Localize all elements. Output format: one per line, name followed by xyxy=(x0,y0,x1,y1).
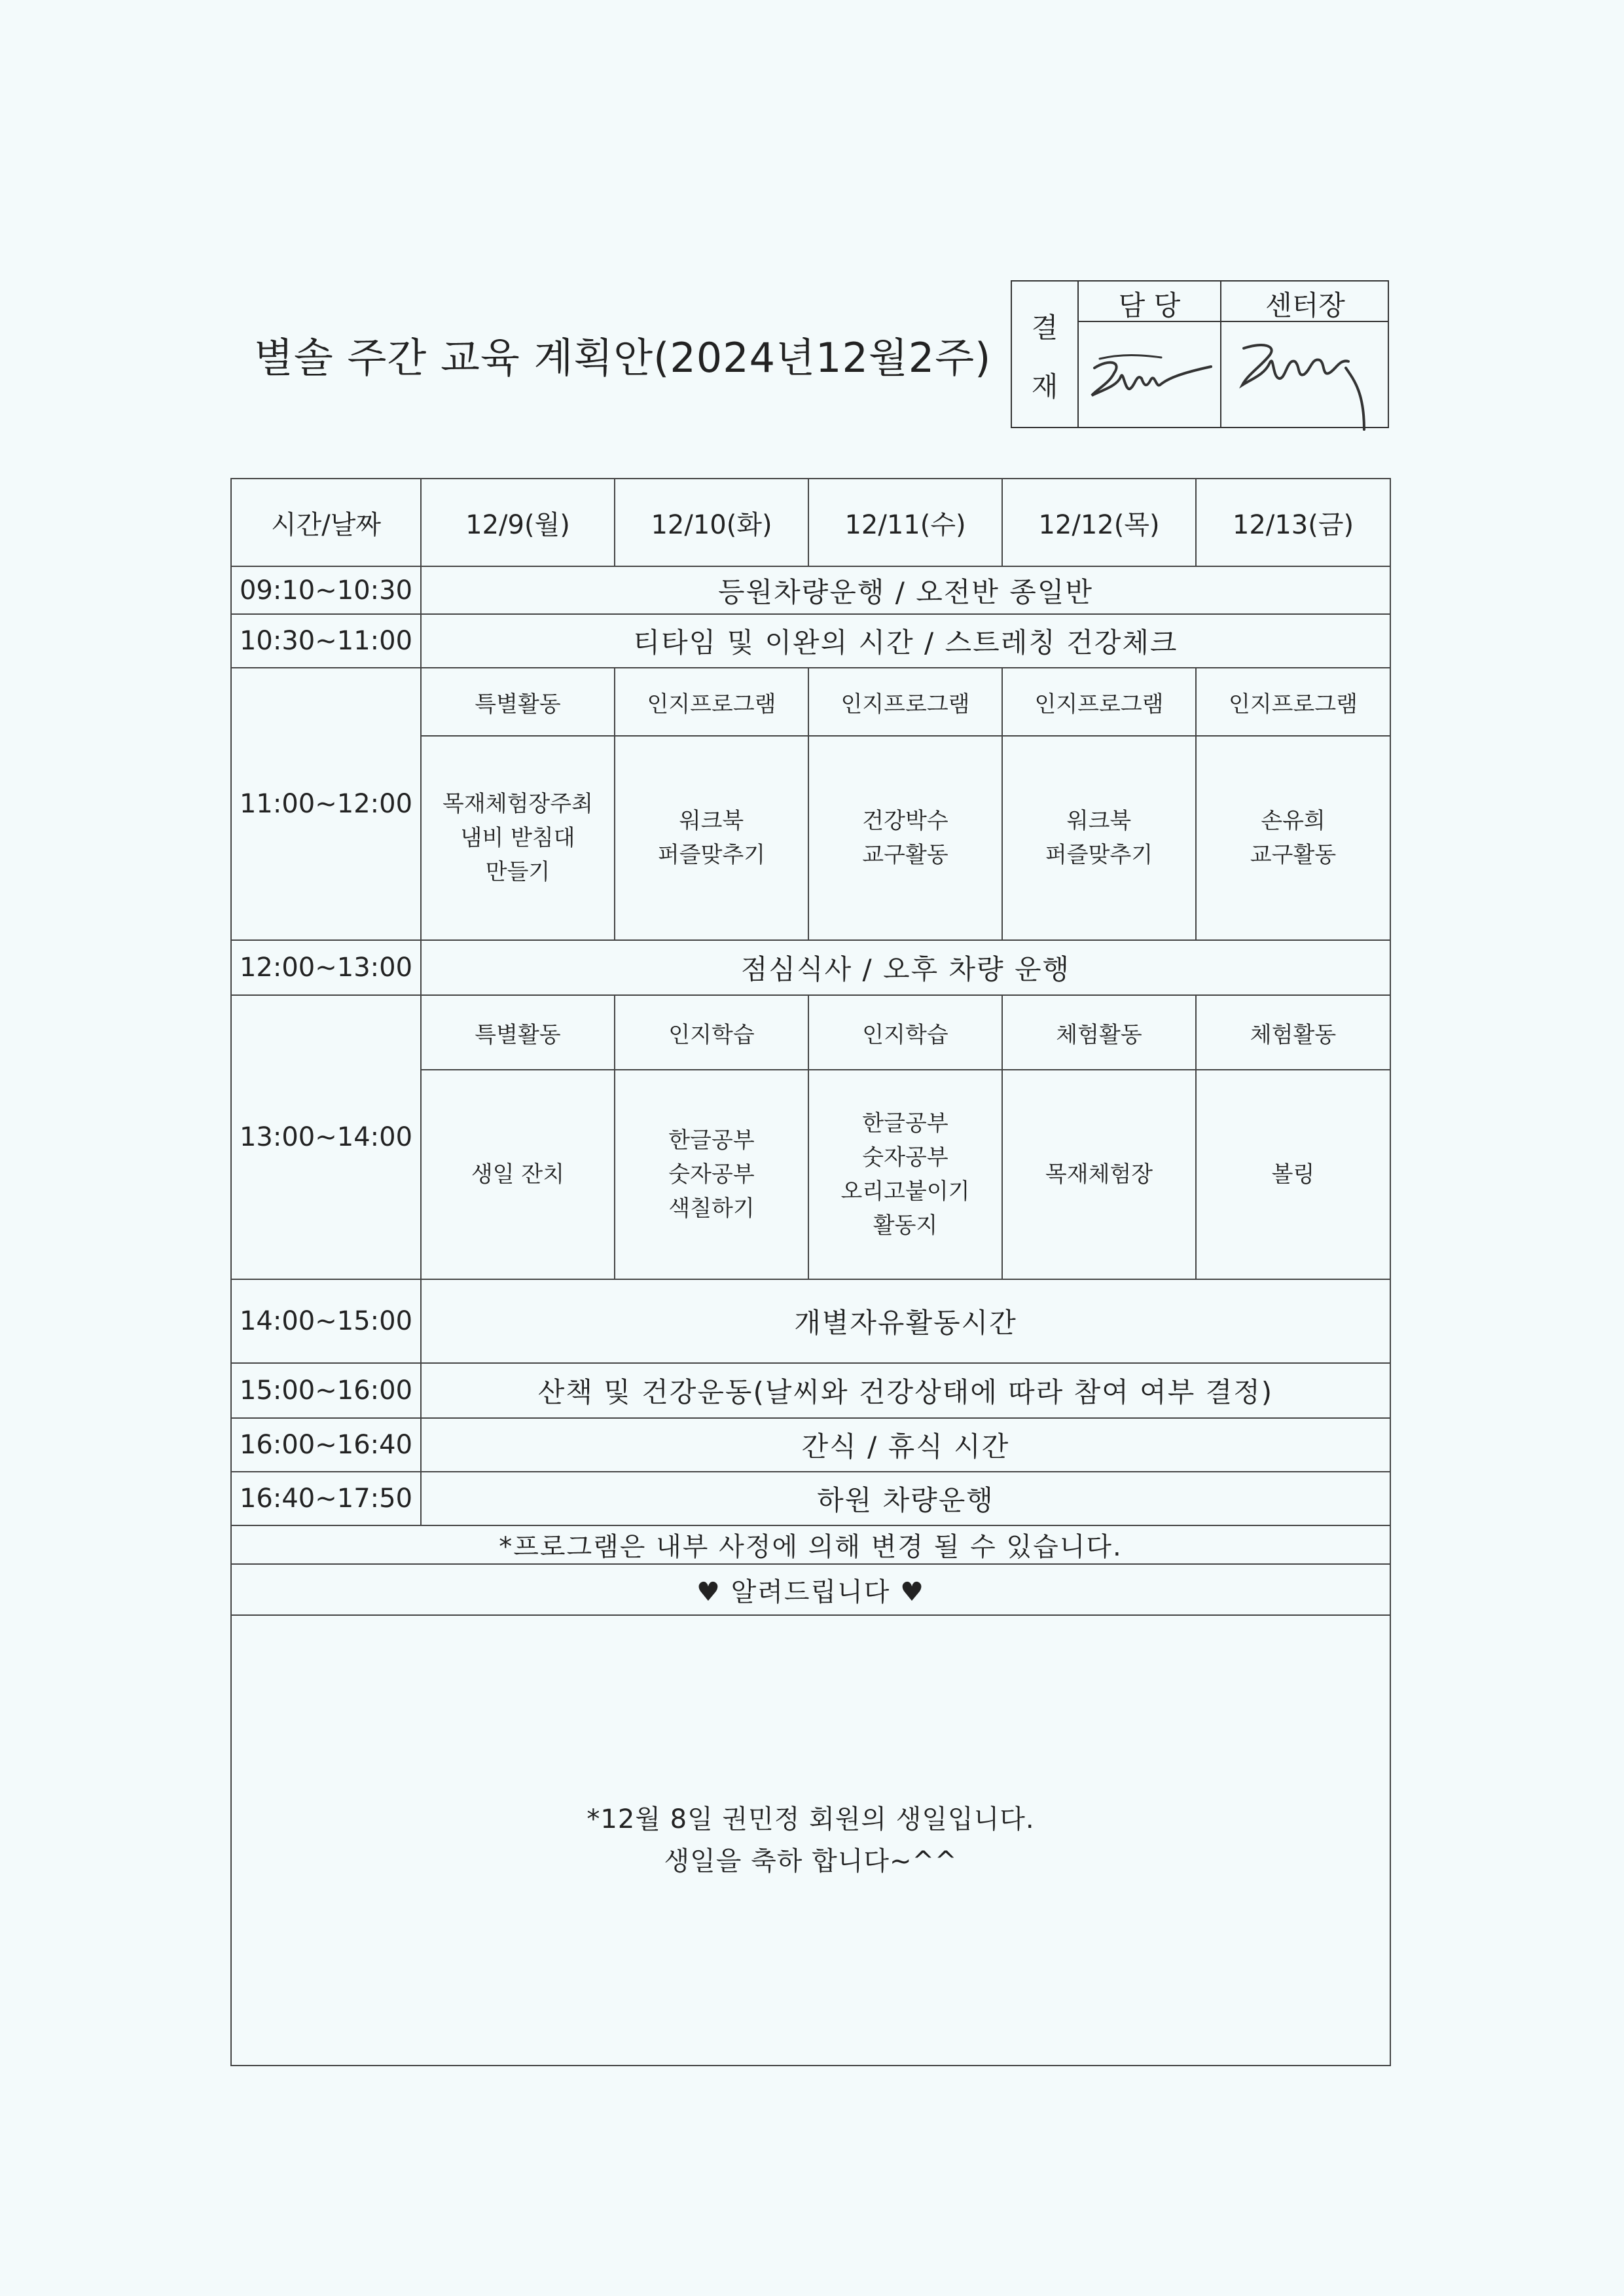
approval-col-director: 센터장 xyxy=(1265,289,1345,321)
time-cell: 12:00~13:00 xyxy=(231,940,421,995)
activity-cell xyxy=(421,1070,615,1279)
table-row xyxy=(231,1472,1390,1525)
notice-title-row xyxy=(231,1564,1390,1615)
category-cell: 인지프로그램 xyxy=(615,668,808,736)
table-row xyxy=(231,995,1390,1070)
activity-line: 퍼즐맞추기 xyxy=(657,842,766,868)
activity-line: 숫자공부 xyxy=(668,1161,755,1188)
header-row xyxy=(231,479,1390,566)
manager-signature xyxy=(1083,327,1217,419)
time-cell: 14:00~15:00 xyxy=(231,1279,421,1363)
activity-line: 워크북 xyxy=(1066,808,1132,834)
activity-line: 만들기 xyxy=(485,859,550,885)
time-cell: 13:00~14:00 xyxy=(231,995,421,1279)
table-row xyxy=(231,566,1390,614)
activity-line: 손유희 xyxy=(1261,808,1326,834)
time-cell: 09:10~10:30 xyxy=(231,566,421,614)
schedule-cell: 티타임 및 이완의 시간 / 스트레칭 건강체크 xyxy=(421,614,1390,668)
table-row xyxy=(231,1279,1390,1363)
schedule-table xyxy=(230,478,1391,2066)
schedule-cell: 점심식사 / 오후 차량 운행 xyxy=(421,940,1390,995)
schedule-cell: 등원차량운행 / 오전반 종일반 xyxy=(421,566,1390,614)
notice-body xyxy=(231,1615,1390,2066)
activity-line: 퍼즐맞추기 xyxy=(1045,842,1153,868)
approval-col-manager: 담 당 xyxy=(1118,289,1181,321)
table-row xyxy=(231,1418,1390,1472)
note-row xyxy=(231,1525,1390,1564)
activity-cell xyxy=(808,1070,1002,1279)
activity-line: 건강박수 xyxy=(862,808,948,834)
activity-cell xyxy=(1196,1070,1390,1279)
notice-title: ♥ 알려드립니다 ♥ xyxy=(231,1564,1390,1615)
activity-line: 교구활동 xyxy=(1250,842,1337,868)
change-note: *프로그램은 내부 사정에 의해 변경 될 수 있습니다. xyxy=(231,1525,1390,1564)
activity-cell xyxy=(615,1070,808,1279)
activity-line: 교구활동 xyxy=(862,842,948,868)
activity-cell xyxy=(1002,736,1196,940)
activity-line: 한글공부 xyxy=(862,1110,948,1137)
day-header: 12/10(화) xyxy=(615,479,808,566)
category-cell: 체험활동 xyxy=(1002,995,1196,1070)
activity-line: 목재체험장 xyxy=(1045,1161,1153,1188)
activity-line: 생일 잔치 xyxy=(471,1161,565,1188)
notice-line: *12월 8일 권민정 회원의 생일입니다. xyxy=(586,1804,1035,1834)
activity-line: 한글공부 xyxy=(668,1127,755,1154)
category-cell: 인지프로그램 xyxy=(808,668,1002,736)
activity-line: 오리고붙이기 xyxy=(840,1178,970,1205)
approval-label-1: 결 xyxy=(1031,312,1058,344)
activity-cell xyxy=(1196,736,1390,940)
notice-body-row xyxy=(231,1615,1390,2066)
time-cell: 10:30~11:00 xyxy=(231,614,421,668)
category-cell: 인지프로그램 xyxy=(1002,668,1196,736)
category-cell: 특별활동 xyxy=(421,995,615,1070)
category-cell: 인지학습 xyxy=(808,995,1002,1070)
approval-box xyxy=(1011,280,1389,428)
page-title: 별솔 주간 교육 계획안(2024년12월2주) xyxy=(254,334,992,382)
time-cell: 11:00~12:00 xyxy=(231,668,421,940)
activity-cell xyxy=(615,736,808,940)
table-row xyxy=(231,940,1390,995)
category-cell: 인지학습 xyxy=(615,995,808,1070)
category-cell: 체험활동 xyxy=(1196,995,1390,1070)
activity-line: 목재체험장주최 xyxy=(442,791,593,817)
category-cell: 특별활동 xyxy=(421,668,615,736)
time-cell: 16:00~16:40 xyxy=(231,1418,421,1472)
activity-line: 냄비 받침대 xyxy=(460,825,575,851)
schedule-cell: 하원 차량운행 xyxy=(421,1472,1390,1525)
activity-line: 색칠하기 xyxy=(668,1195,755,1222)
notice-line: 생일을 축하 합니다~^^ xyxy=(664,1846,958,1876)
category-cell: 인지프로그램 xyxy=(1196,668,1390,736)
activity-cell xyxy=(808,736,1002,940)
table-row xyxy=(231,614,1390,668)
activity-line: 숫자공부 xyxy=(862,1144,948,1171)
schedule-cell: 산책 및 건강운동(날씨와 건강상태에 따라 참여 여부 결정) xyxy=(421,1363,1390,1418)
activity-cell xyxy=(421,736,615,940)
day-header: 12/13(금) xyxy=(1196,479,1390,566)
activity-line: 활동지 xyxy=(873,1212,938,1239)
director-signature xyxy=(1224,322,1388,433)
day-header: 12/11(수) xyxy=(808,479,1002,566)
schedule-cell: 개별자유활동시간 xyxy=(421,1279,1390,1363)
activity-cell xyxy=(1002,1070,1196,1279)
time-cell: 15:00~16:00 xyxy=(231,1363,421,1418)
approval-label-2: 재 xyxy=(1031,371,1058,403)
time-cell: 16:40~17:50 xyxy=(231,1472,421,1525)
activity-line: 워크북 xyxy=(679,808,744,834)
schedule-cell: 간식 / 휴식 시간 xyxy=(421,1418,1390,1472)
activity-line: 볼링 xyxy=(1271,1161,1315,1188)
day-header: 12/9(월) xyxy=(421,479,615,566)
table-row xyxy=(231,1363,1390,1418)
table-row xyxy=(231,668,1390,736)
corner-header: 시간/날짜 xyxy=(231,479,421,566)
day-header: 12/12(목) xyxy=(1002,479,1196,566)
